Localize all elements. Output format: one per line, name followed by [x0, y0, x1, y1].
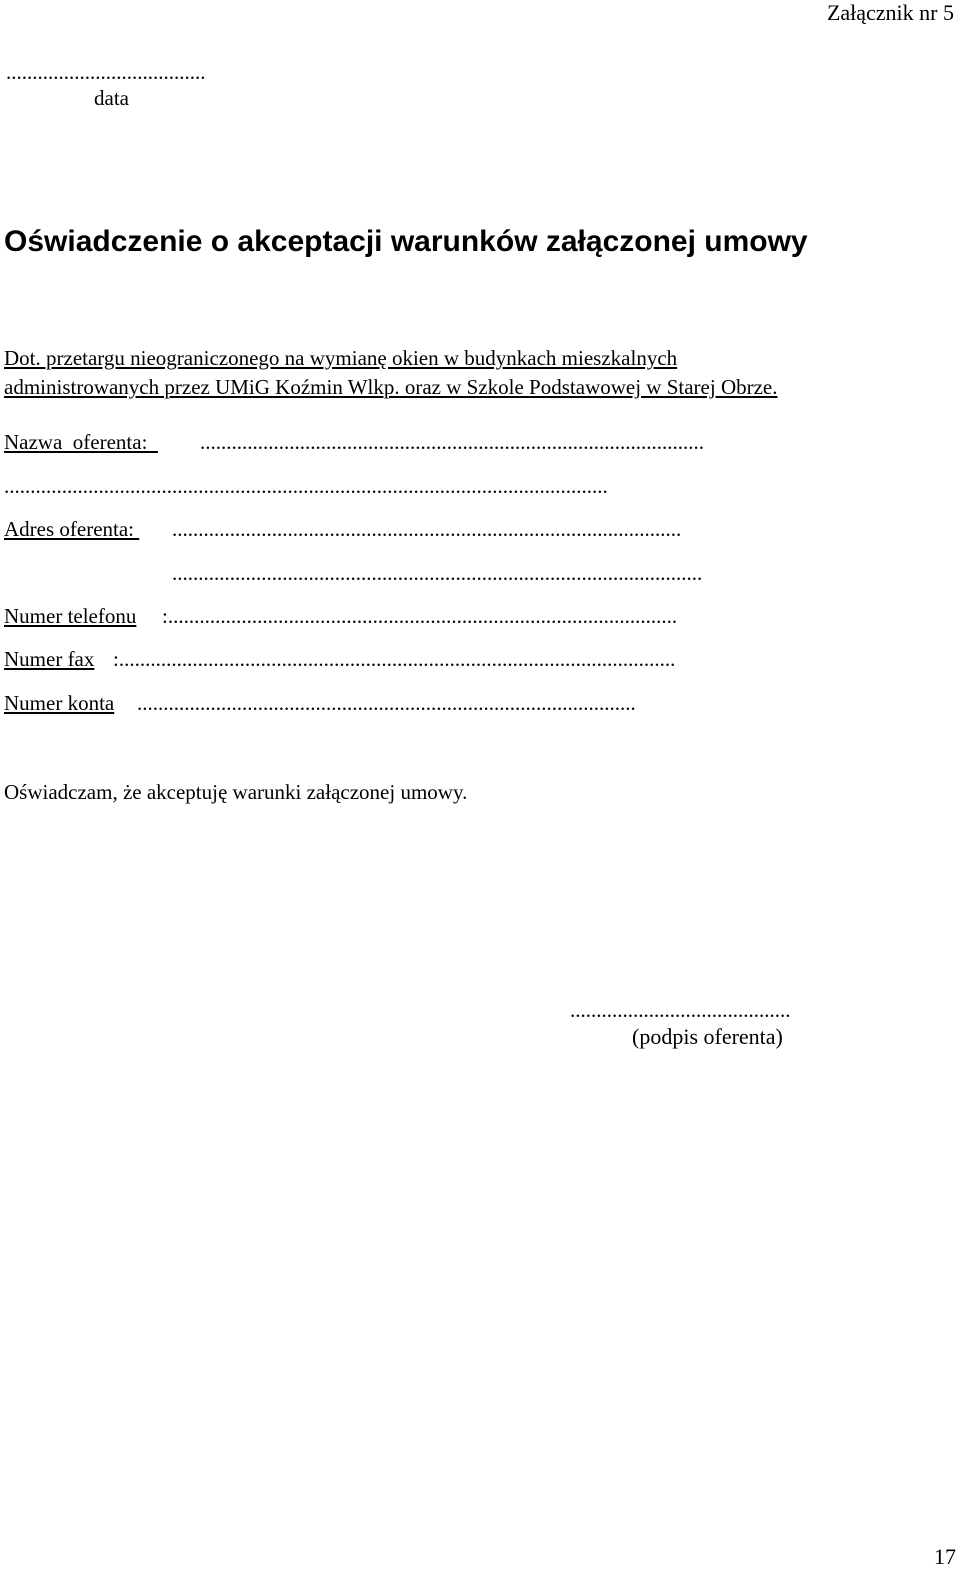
account-dots: ............................................................................................... — [137, 691, 636, 715]
page-number: 17 — [934, 1544, 956, 1569]
document-title: Oświadczenie o akceptacji warunków załączonej umowy — [4, 225, 808, 258]
fax-label: Numer fax — [4, 647, 95, 671]
phone-dots: :................................................................................................. — [162, 604, 678, 628]
account-field — [4, 691, 114, 716]
address-dots-line-2: ..................................................................................................... — [172, 561, 703, 585]
fax-dots: :.......................................................................................................... — [113, 647, 676, 671]
fax-field — [4, 647, 94, 672]
account-label: Numer konta — [4, 691, 115, 715]
name-field — [4, 430, 158, 455]
attachment-label: Załącznik nr 5 — [826, 0, 954, 25]
address-field — [4, 517, 139, 542]
name-dots-line-1: ................................................................................................ — [200, 430, 704, 454]
phone-field — [4, 604, 136, 629]
subject-block — [4, 344, 778, 402]
date-label: data — [94, 86, 129, 110]
address-dots-line-1: ................................................................................................. — [172, 517, 682, 541]
phone-label: Numer telefonu — [4, 604, 137, 628]
subject-line-1: Dot. przetargu nieograniczonego na wymianę okien w budynkach mieszkalnych — [4, 346, 678, 370]
date-dotted-line: ...................................... — [6, 60, 206, 84]
signature-dotted-line: .......................................... — [570, 998, 791, 1022]
address-label: Adres oferenta: — [4, 517, 140, 541]
declaration-text: Oświadczam, że akceptuję warunki załączonej umowy. — [4, 780, 468, 804]
name-label: Nazwa oferenta: — [4, 430, 158, 454]
signature-label: (podpis oferenta) — [632, 1024, 783, 1049]
name-dots-line-2: ................................................................................................................... — [4, 474, 608, 498]
subject-line-2: administrowanych przez UMiG Koźmin Wlkp. oraz w Szkole Podstawowej w Starej Obrze. — [4, 375, 778, 399]
